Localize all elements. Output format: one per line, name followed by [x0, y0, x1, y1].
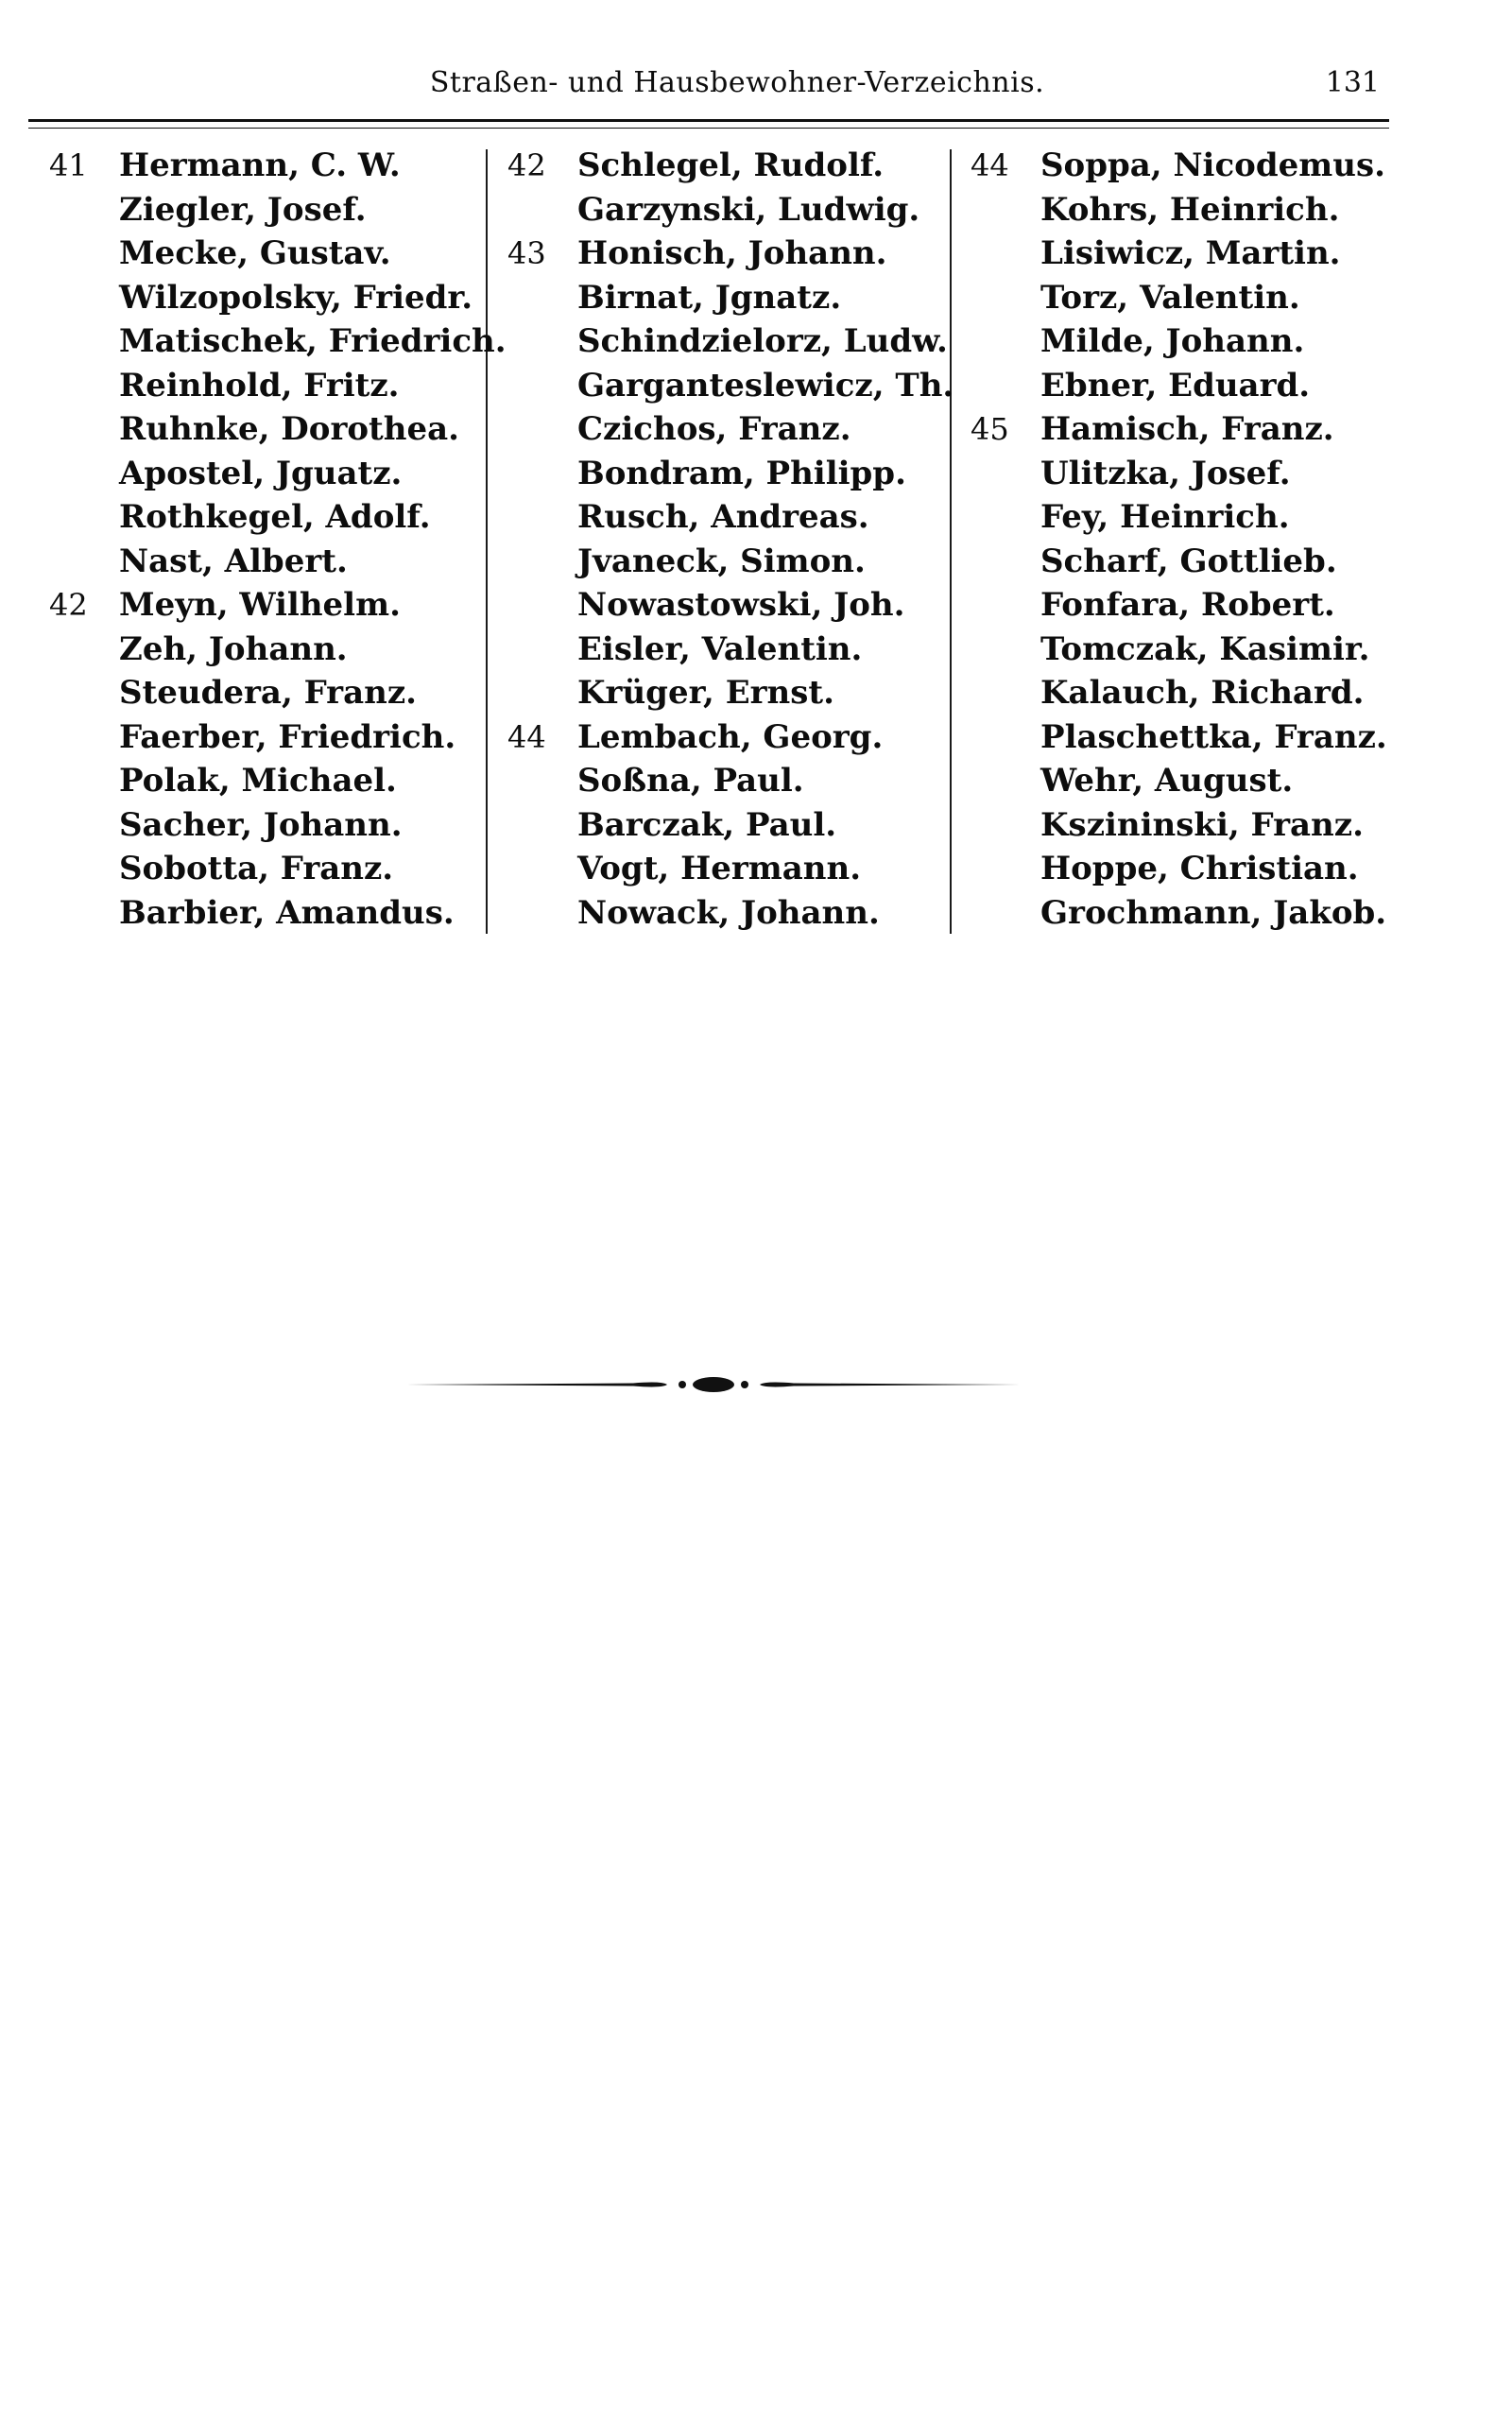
resident-name: Scharf, Gottlieb.	[1040, 542, 1337, 580]
directory-entry	[950, 540, 1403, 584]
directory-entry	[487, 407, 940, 452]
resident-name: Birnat, Jgnatz.	[577, 278, 842, 317]
page-number: 131	[1325, 66, 1380, 99]
resident-name: Lembach, Georg.	[577, 717, 884, 756]
directory-entry	[950, 671, 1403, 715]
resident-name: Plaschettka, Franz.	[1040, 717, 1387, 756]
directory-entry	[28, 847, 482, 891]
house-number: 42	[507, 147, 546, 183]
resident-name: Honisch, Johann.	[577, 234, 887, 272]
resident-name: Kohrs, Heinrich.	[1040, 190, 1340, 229]
resident-name: Krüger, Ernst.	[577, 674, 834, 712]
resident-name: Milde, Johann.	[1040, 322, 1305, 360]
directory-entry	[487, 891, 940, 936]
resident-name: Czichos, Franz.	[577, 410, 851, 448]
resident-name: Rusch, Andreas.	[577, 498, 869, 536]
resident-name: Ziegler, Josef.	[119, 190, 367, 229]
resident-name: Tomczak, Kasimir.	[1040, 629, 1370, 668]
directory-entry	[28, 803, 482, 848]
resident-name: Ulitzka, Josef.	[1040, 454, 1291, 492]
resident-name: Nast, Albert.	[119, 542, 348, 580]
directory-entry	[28, 232, 482, 276]
directory-entry	[28, 188, 482, 232]
header-rule-thick	[28, 119, 1389, 122]
house-number: 45	[971, 411, 1009, 447]
resident-name: Sacher, Johann.	[119, 805, 403, 844]
directory-entry	[950, 319, 1403, 364]
house-number: 43	[507, 235, 546, 271]
directory-column-1	[28, 144, 507, 935]
resident-name: Rothkegel, Adolf.	[119, 498, 431, 536]
resident-name: Eisler, Valentin.	[577, 629, 863, 668]
resident-name: Ruhnke, Dorothea.	[119, 410, 459, 448]
directory-entry	[950, 188, 1403, 232]
resident-name: Nowack, Johann.	[577, 893, 880, 932]
house-number: 42	[49, 587, 88, 623]
directory-entry	[28, 452, 482, 496]
resident-name: Wilzopolsky, Friedr.	[119, 278, 473, 317]
directory-entry	[487, 452, 940, 496]
header-rule-thin	[28, 128, 1389, 129]
directory-entry	[950, 407, 1403, 452]
resident-name: Schlegel, Rudolf.	[577, 146, 885, 184]
resident-name: Nowastowski, Joh.	[577, 586, 905, 624]
directory-entry	[950, 495, 1403, 540]
resident-name: Reinhold, Fritz.	[119, 366, 400, 405]
resident-name: Grochmann, Jakob.	[1040, 893, 1387, 932]
directory-entry	[487, 671, 940, 715]
directory-entry	[28, 495, 482, 540]
resident-name: Bondram, Philipp.	[577, 454, 906, 492]
resident-name: Garzynski, Ludwig.	[577, 190, 920, 229]
resident-name: Ebner, Eduard.	[1040, 366, 1311, 405]
resident-name: Lisiwicz, Martin.	[1040, 234, 1341, 272]
running-title: Straßen- und Hausbewohner-Verzeichnis.	[429, 66, 1045, 99]
directory-entry	[487, 847, 940, 891]
directory-entry	[487, 188, 940, 232]
directory-entry	[28, 671, 482, 715]
resident-name: Sobotta, Franz.	[119, 850, 394, 887]
directory-columns	[28, 144, 1389, 938]
resident-name: Meyn, Wilhelm.	[119, 586, 401, 624]
resident-name: Polak, Michael.	[119, 762, 397, 800]
directory-entry	[950, 144, 1403, 188]
resident-name: Soßna, Paul.	[577, 762, 804, 800]
directory-entry	[487, 276, 940, 320]
directory-column-2	[487, 144, 954, 935]
directory-entry	[487, 583, 940, 628]
resident-name: Kalauch, Richard.	[1040, 674, 1365, 712]
resident-name: Barbier, Amandus.	[119, 893, 455, 932]
directory-entry	[950, 628, 1403, 672]
resident-name: Zeh, Johann.	[119, 629, 348, 668]
resident-name: Torz, Valentin.	[1040, 278, 1300, 317]
directory-entry	[487, 540, 940, 584]
directory-entry	[28, 891, 482, 936]
resident-name: Hermann, C. W.	[119, 146, 401, 184]
directory-entry	[28, 407, 482, 452]
directory-entry	[950, 715, 1403, 760]
resident-name: Vogt, Hermann.	[577, 850, 862, 887]
resident-name: Kszininski, Franz.	[1040, 805, 1364, 844]
directory-entry	[28, 540, 482, 584]
resident-name: Hamisch, Franz.	[1040, 410, 1334, 448]
directory-entry	[28, 583, 482, 628]
directory-entry	[487, 715, 940, 760]
directory-entry	[487, 144, 940, 188]
directory-entry	[487, 628, 940, 672]
directory-entry	[950, 583, 1403, 628]
resident-name: Barczak, Paul.	[577, 805, 837, 844]
house-number: 44	[507, 718, 546, 755]
resident-name: Matischek, Friedrich.	[119, 322, 507, 360]
house-number: 41	[49, 147, 88, 183]
directory-entry	[950, 452, 1403, 496]
directory-entry	[28, 319, 507, 364]
directory-entry	[28, 144, 482, 188]
directory-entry	[28, 276, 482, 320]
directory-entry	[950, 847, 1403, 891]
directory-entry	[28, 715, 482, 760]
directory-entry	[28, 628, 482, 672]
directory-entry	[950, 232, 1403, 276]
directory-entry	[28, 364, 482, 408]
directory-column-3	[950, 144, 1403, 935]
resident-name: Steudera, Franz.	[119, 674, 417, 712]
resident-name: Fey, Heinrich.	[1040, 498, 1290, 536]
resident-name: Faerber, Friedrich.	[119, 717, 456, 756]
resident-name: Soppa, Nicodemus.	[1040, 146, 1385, 184]
resident-name: Hoppe, Christian.	[1040, 850, 1359, 887]
resident-name: Garganteslewicz, Th.	[577, 366, 954, 405]
directory-entry	[950, 364, 1403, 408]
page-header	[28, 66, 1389, 112]
directory-entry	[487, 319, 948, 364]
directory-entry	[28, 759, 482, 803]
resident-name: Fonfara, Robert.	[1040, 586, 1335, 624]
directory-entry	[487, 232, 940, 276]
directory-entry	[487, 364, 954, 408]
directory-entry	[487, 759, 940, 803]
house-number: 44	[971, 147, 1009, 183]
directory-entry	[950, 759, 1403, 803]
resident-name: Schindzielorz, Ludw.	[577, 322, 948, 360]
directory-entry	[950, 276, 1403, 320]
resident-name: Wehr, August.	[1040, 762, 1294, 800]
directory-entry	[487, 495, 940, 540]
directory-entry	[950, 891, 1403, 936]
resident-name: Apostel, Jguatz.	[119, 454, 403, 492]
directory-entry	[487, 803, 940, 848]
directory-entry	[950, 803, 1403, 848]
ornamental-divider	[406, 1366, 1021, 1403]
resident-name: Mecke, Gustav.	[119, 234, 391, 272]
resident-name: Jvaneck, Simon.	[577, 542, 866, 580]
